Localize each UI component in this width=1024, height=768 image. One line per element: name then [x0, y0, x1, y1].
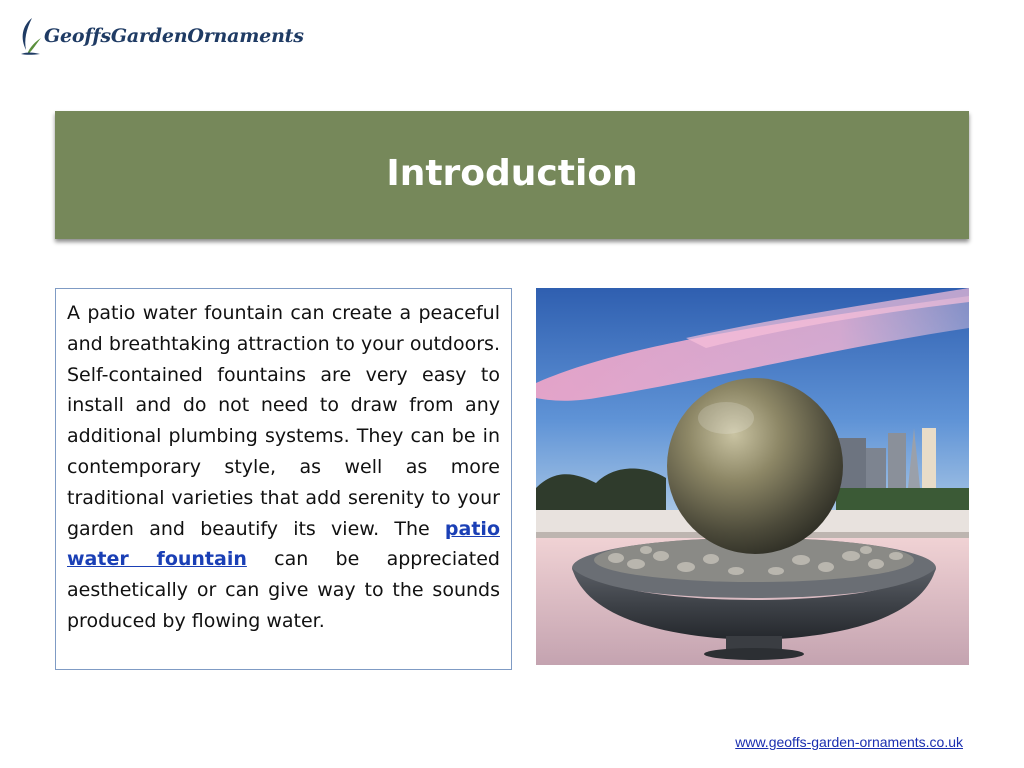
slide-title: Introduction	[386, 152, 638, 194]
patio-water-fountain-link[interactable]: patio water fountain	[67, 517, 500, 571]
sphere-fountain-image	[536, 288, 969, 665]
intro-text-end: can be appreciated aesthetically or can give way to the sounds produced by flowing water.	[67, 548, 500, 632]
intro-text-start: A patio water fountain can create a peaceful and breathtaking attraction to your outdoors. Self-contained fountains are very easy to install and do not need to draw from any additional plumbing systems. They can be in contemporary style, as well as more traditional varieties that add serenity to your garden and beautify its view. The	[67, 302, 500, 540]
logo-text: GeoffsGardenOrnaments	[44, 25, 304, 47]
leaf-swoosh-icon	[18, 16, 42, 56]
website-url-link[interactable]: www.geoffs-garden-ornaments.co.uk	[735, 734, 963, 750]
fountain-photo	[536, 288, 969, 665]
title-banner	[55, 111, 969, 239]
intro-text-box	[55, 288, 512, 670]
company-logo[interactable]	[18, 14, 304, 58]
